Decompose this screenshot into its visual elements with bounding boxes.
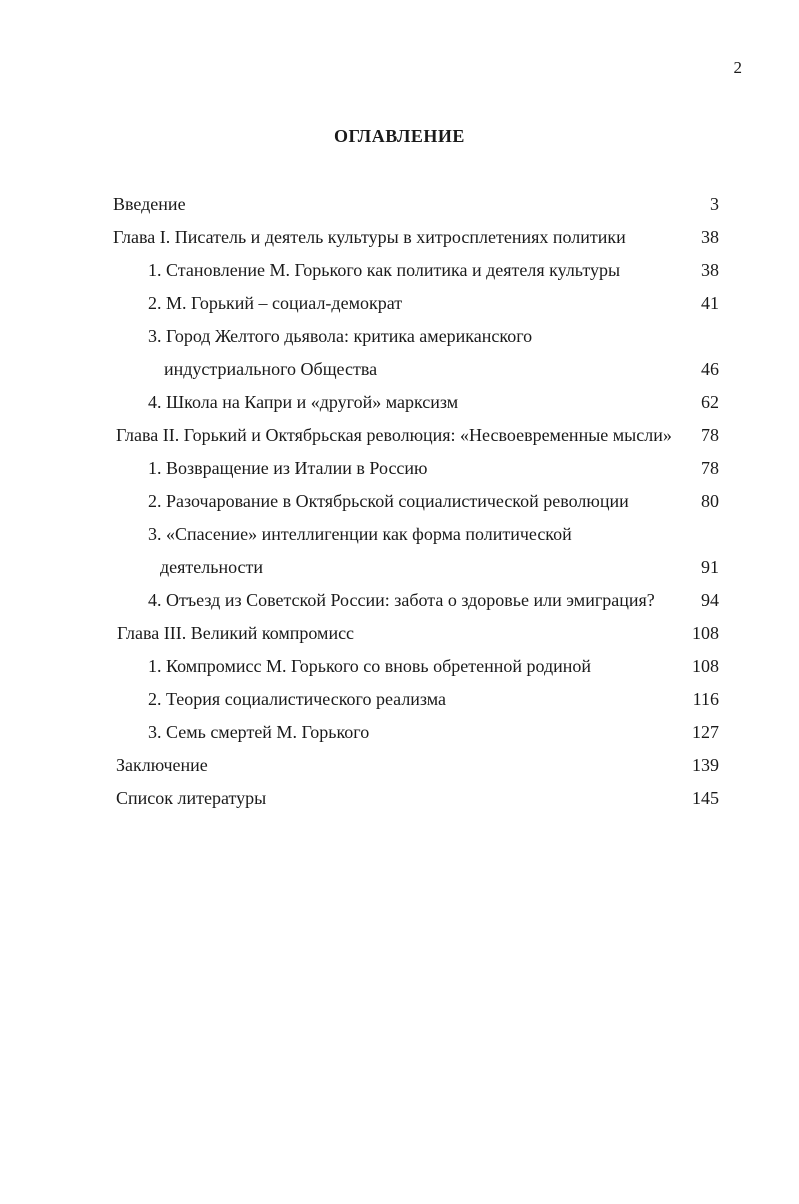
toc-entry-label: 1. Компромисс М. Горького со вновь обретенной родиной bbox=[148, 656, 592, 676]
toc-entry-page: 46 bbox=[701, 359, 719, 379]
toc-entry-page: 145 bbox=[692, 788, 719, 808]
toc-entry-label: 1. Возвращение из Италии в Россию bbox=[148, 458, 428, 478]
toc-entry-section-2-2[interactable] bbox=[0, 485, 799, 518]
toc-entry-page: 3 bbox=[710, 194, 719, 214]
toc-entry-section-1-4[interactable] bbox=[0, 386, 799, 419]
toc-entry-page: 38 bbox=[701, 227, 719, 247]
toc-entry-label: деятельности bbox=[160, 557, 264, 577]
toc-entry-section-1-1[interactable] bbox=[0, 254, 799, 287]
toc-entry-label: 3. Семь смертей М. Горького bbox=[148, 722, 370, 742]
toc-entry-conclusion[interactable] bbox=[0, 749, 799, 782]
toc-entry-section-2-1[interactable] bbox=[0, 452, 799, 485]
toc-entry-section-3-3[interactable] bbox=[0, 716, 799, 749]
toc-entry-section-1-3[interactable] bbox=[0, 320, 799, 353]
toc-entry-section-2-3-continued[interactable] bbox=[0, 551, 799, 584]
toc-entry-page: 108 bbox=[692, 623, 719, 643]
toc-entry-label: Глава II. Горький и Октябрьская революция: «Несвоевременные мысли» bbox=[116, 425, 672, 445]
toc-entry-page: 127 bbox=[692, 722, 719, 742]
toc-entry-label: Введение bbox=[113, 194, 186, 214]
toc-entry-section-3-1[interactable] bbox=[0, 650, 799, 683]
toc-entry-section-3-2[interactable] bbox=[0, 683, 799, 716]
toc-entry-label: Заключение bbox=[116, 755, 208, 775]
toc-entry-section-1-3-continued[interactable] bbox=[0, 353, 799, 386]
toc-entry-page: 78 bbox=[701, 458, 719, 478]
toc-entry-page: 38 bbox=[701, 260, 719, 280]
toc-entry-page: 62 bbox=[701, 392, 719, 412]
toc-entry-chapter-3[interactable] bbox=[0, 617, 799, 650]
toc-entry-label: Глава III. Великий компромисс bbox=[117, 623, 355, 643]
toc-entry-page: 108 bbox=[692, 656, 719, 676]
toc-entry-page: 80 bbox=[701, 491, 719, 511]
toc-entry-label: 2. Теория социалистического реализма bbox=[148, 689, 447, 709]
toc-entry-page: 78 bbox=[701, 425, 719, 445]
toc-entry-page: 116 bbox=[692, 689, 719, 709]
toc-entry-label: 2. М. Горький – социал-демократ bbox=[148, 293, 403, 313]
toc-entry-section-1-2[interactable] bbox=[0, 287, 799, 320]
toc-entry-page: 139 bbox=[692, 755, 719, 775]
toc-entry-label: индустриального Общества bbox=[164, 359, 378, 379]
toc-entry-label: 2. Разочарование в Октябрьской социалистической революции bbox=[148, 491, 629, 511]
page-title: ОГЛАВЛЕНИЕ bbox=[334, 126, 465, 146]
toc-entry-label: 4. Отъезд из Советской России: забота о здоровье или эмиграция? bbox=[148, 590, 655, 610]
toc-entry-label: 3. Город Желтого дьявола: критика американского bbox=[148, 326, 533, 346]
toc-entry-section-2-4[interactable] bbox=[0, 584, 799, 617]
toc-entry-label: Глава I. Писатель и деятель культуры в хитросплетениях политики bbox=[113, 227, 626, 247]
toc-entry-page: 41 bbox=[701, 293, 719, 313]
toc-entry-page: 91 bbox=[701, 557, 719, 577]
toc-entry-chapter-1[interactable] bbox=[0, 221, 799, 254]
toc-entry-bibliography[interactable] bbox=[0, 782, 799, 815]
toc-entry-label: 1. Становление М. Горького как политика и деятеля культуры bbox=[148, 260, 621, 280]
toc-entry-section-2-3[interactable] bbox=[0, 518, 799, 551]
toc-entry-chapter-2[interactable] bbox=[0, 419, 799, 452]
toc-entry-page: 94 bbox=[701, 590, 719, 610]
toc-entry-label: 3. «Спасение» интеллигенции как форма политической bbox=[148, 524, 572, 544]
toc-entry-introduction[interactable] bbox=[0, 188, 799, 221]
page-number: 2 bbox=[733, 58, 742, 77]
toc-entry-label: Список литературы bbox=[116, 788, 267, 808]
toc-entry-label: 4. Школа на Капри и «другой» марксизм bbox=[148, 392, 459, 412]
